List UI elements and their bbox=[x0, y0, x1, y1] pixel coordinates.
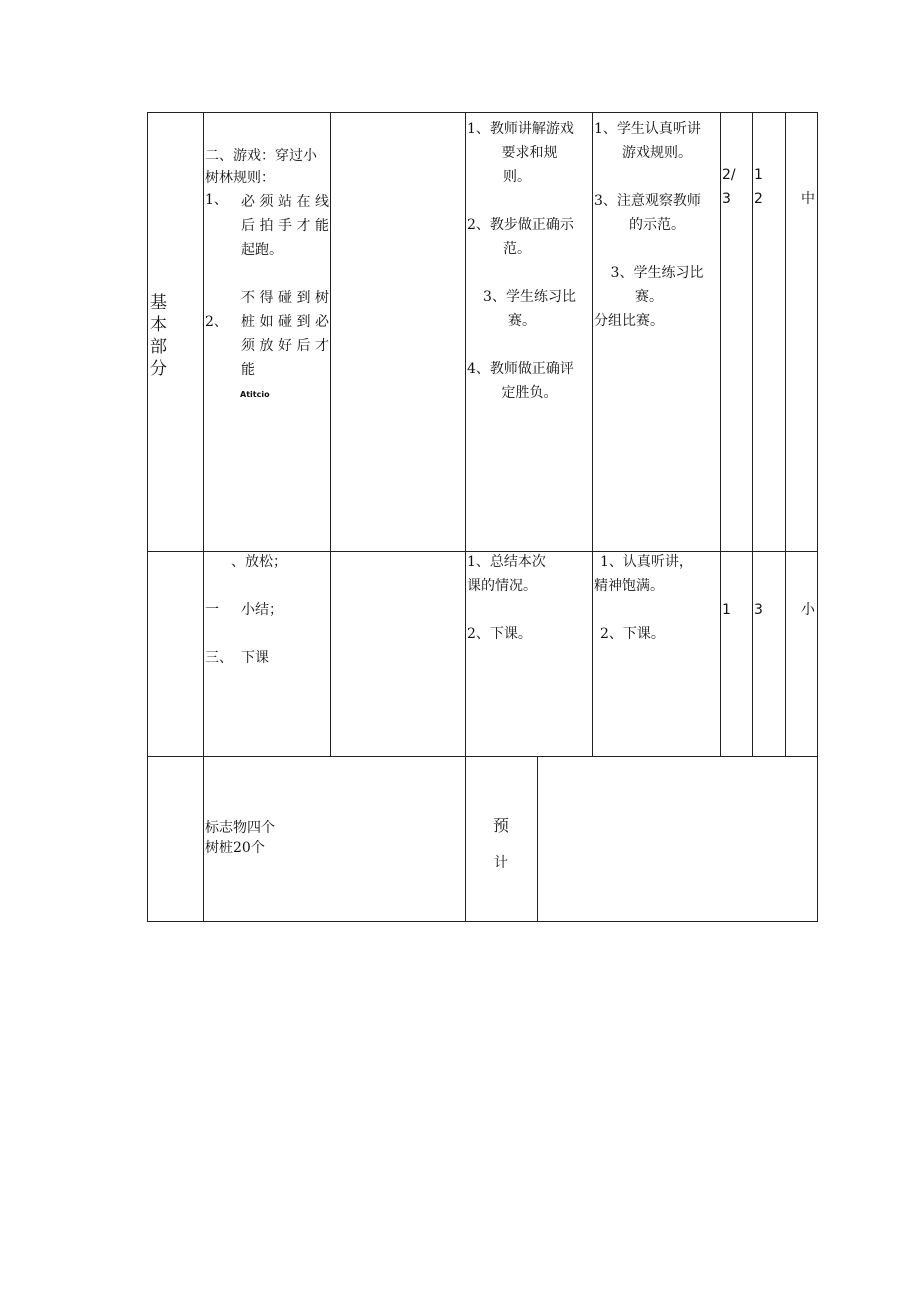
student-activity-2-line2: 的示范。 bbox=[629, 217, 685, 233]
closing-item-2-number: 一 bbox=[205, 602, 219, 618]
closing-item-relax: 、放松； bbox=[231, 554, 287, 570]
teacher-activity-1-line1: 1、教师讲解游戏 bbox=[467, 121, 574, 137]
small-garbled-text: Atitcio bbox=[240, 390, 270, 399]
table-border-top bbox=[147, 112, 818, 113]
col-divider-intensity bbox=[785, 112, 786, 757]
rule1-line1: 必须站在线 bbox=[241, 194, 329, 210]
student-activity-3-line1: 3、学生练习比 bbox=[610, 265, 704, 281]
teacher-activity-4-line1: 4、教师做正确评 bbox=[467, 361, 574, 377]
rule2-line1: 不得碰到树 bbox=[241, 290, 329, 306]
intensity-low: 小 bbox=[801, 602, 815, 618]
table-border-right bbox=[817, 112, 818, 922]
col-divider-estimate bbox=[537, 756, 538, 922]
col-divider-time-a bbox=[720, 112, 721, 757]
teacher-closing-1-line1: 1、总结本次 bbox=[467, 554, 546, 570]
closing-item-3-number: 三、 bbox=[205, 650, 233, 666]
teacher-activity-2-line2: 范。 bbox=[503, 241, 531, 257]
teacher-activity-1-line2: 要求和规 bbox=[501, 145, 558, 161]
teacher-closing-2: 2、下课。 bbox=[467, 626, 532, 642]
student-closing-1-line1: 1、认真听讲， bbox=[600, 554, 693, 570]
teacher-activity-3-line2: 赛。 bbox=[508, 313, 536, 329]
rule1-number: 1、 bbox=[205, 192, 228, 208]
estimate-label-2: 计 bbox=[494, 855, 508, 871]
teacher-activity-4-line2: 定胜负。 bbox=[501, 385, 558, 401]
col-divider-time-b bbox=[752, 112, 753, 757]
teacher-activity-1-line3: 则。 bbox=[503, 169, 531, 185]
col-divider-content bbox=[330, 112, 331, 757]
rule2-line3: 须放好后才 bbox=[241, 338, 329, 354]
student-activity-1-line1: 1、学生认真听讲 bbox=[594, 121, 701, 137]
game-title-line1: 二、游戏：穿过小 bbox=[205, 148, 317, 164]
teacher-closing-1-line2: 课的情况。 bbox=[467, 578, 537, 594]
closing-time-b: 3 bbox=[754, 602, 763, 618]
time-a-line2: 3 bbox=[722, 191, 731, 207]
intensity-medium: 中 bbox=[801, 191, 815, 207]
table-border-left bbox=[147, 112, 148, 922]
closing-time-a: 1 bbox=[722, 602, 731, 618]
rule2-line2: 桩如碰到必 bbox=[241, 314, 329, 330]
rule2-number: 2、 bbox=[205, 314, 228, 330]
time-a-line1: 2/ bbox=[722, 167, 736, 183]
teacher-activity-2-line1: 2、教步做正确示 bbox=[467, 217, 574, 233]
estimate-label-1: 预 bbox=[493, 816, 510, 835]
time-b-line1: 1 bbox=[754, 167, 763, 183]
rule2-line4: 能 bbox=[241, 362, 255, 378]
equipment-stumps: 树桩20个 bbox=[205, 840, 265, 856]
student-activity-2-line1: 3、注意观察教师 bbox=[594, 193, 701, 209]
closing-item-summary: 小结； bbox=[241, 602, 283, 618]
col-divider-teacher bbox=[465, 112, 466, 922]
row-divider-2 bbox=[147, 756, 818, 757]
student-activity-3-line2: 赛。 bbox=[635, 289, 663, 305]
student-activity-1-line2: 游戏规则。 bbox=[622, 145, 692, 161]
closing-item-dismiss: 下课 bbox=[241, 650, 269, 666]
col-divider-student bbox=[592, 112, 593, 757]
col-divider-label bbox=[203, 112, 204, 922]
time-b-line2: 2 bbox=[754, 191, 763, 207]
rule1-line2: 后拍手才能 bbox=[241, 218, 329, 234]
rule1-line3: 起跑。 bbox=[241, 242, 283, 258]
game-title-line2: 树林规则： bbox=[205, 170, 275, 186]
teacher-activity-3-line1: 3、学生练习比 bbox=[483, 289, 576, 305]
section-label-basic: 基本部分 bbox=[150, 293, 167, 379]
table-border-bottom bbox=[147, 921, 818, 922]
student-closing-1-line2: 精神饱满。 bbox=[594, 578, 664, 594]
equipment-markers: 标志物四个 bbox=[205, 820, 275, 836]
student-activity-4-line1: 分组比赛。 bbox=[594, 313, 664, 329]
student-closing-2: 2、下课。 bbox=[600, 626, 665, 642]
